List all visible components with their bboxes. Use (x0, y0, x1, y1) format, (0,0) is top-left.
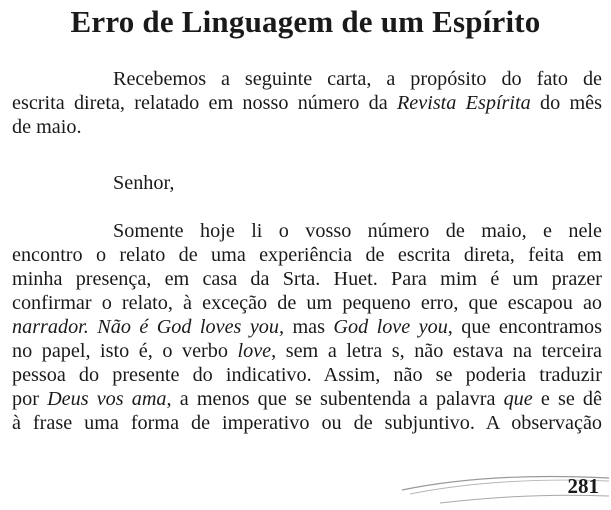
italic-text: God love you (333, 316, 448, 338)
text-line: de maio. (12, 116, 82, 138)
text-line (12, 315, 602, 339)
page-title: Erro de Linguagem de um Espírito (70, 4, 541, 39)
text-span: mas (284, 316, 334, 338)
text-span: , a menos que se subentenda a palavra (166, 388, 504, 410)
text-span: escrita direta, relatado em nosso número da (12, 92, 397, 114)
letter-paragraph (12, 219, 602, 435)
text-line (12, 91, 602, 115)
italic-text: narrador. Não é God loves you, (12, 316, 285, 338)
italic-text: que (503, 388, 533, 410)
italic-text: Deus vos ama (47, 388, 167, 410)
salutation (12, 171, 602, 195)
text-line (12, 339, 602, 363)
text-line: encontro o relato de uma experiência de escrita direta, feita em (12, 244, 602, 266)
text-span: , sem a letra s, não estava na terceira (271, 340, 602, 362)
text-line: Recebemos a seguinte carta, a propósito do fato de (113, 68, 602, 90)
text-line: Somente hoje li o vosso número de maio, e nele (113, 220, 602, 242)
text-line: minha presença, em casa da Srta. Huet. Para mim é um prazer (12, 268, 602, 290)
italic-text: love (237, 340, 272, 362)
text-line (12, 387, 602, 411)
text-span: , que encontramos (447, 316, 602, 338)
text-line: Senhor, (113, 172, 175, 194)
text-span: no papel, isto é, o verbo (12, 340, 238, 362)
text-line: pessoa do presente do indicativo. Assim, não se poderia traduzir (12, 364, 602, 386)
text-span: do mês (530, 92, 602, 114)
text-span: por (12, 388, 48, 410)
page-number: 281 (567, 474, 599, 498)
text-line: confirmar o relato, à exceção de um pequeno erro, que escapou ao (12, 292, 602, 314)
journal-title: Revista Espírita (396, 92, 531, 114)
intro-paragraph (12, 67, 602, 139)
text-line: à frase uma forma de imperativo ou de subjuntivo. A observação (12, 412, 602, 434)
text-span: e se dê (532, 388, 602, 410)
